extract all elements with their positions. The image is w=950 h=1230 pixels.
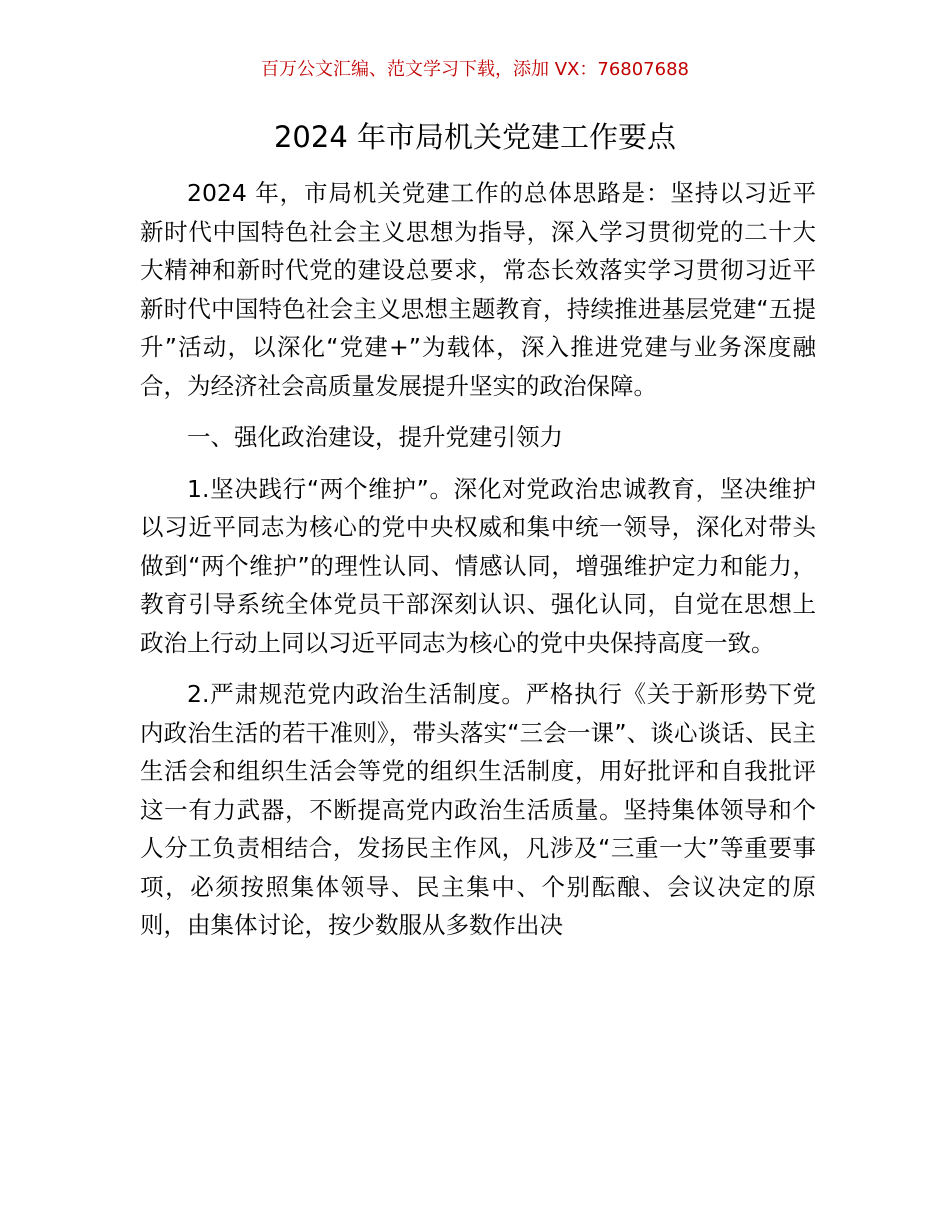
section-heading-1: 一、强化政治建设，提升党建引领力 — [187, 423, 563, 451]
item-paragraph-2: 2.严肃规范党内政治生活制度。严格执行《关于新形势下党内政治生活的若干准则》，带头落实“三会一课”、谈心谈话、民主生活会和组织生活会等党的组织生活制度，用好批评和自我批评这一有力武器，不断提高党内政治生活质量。坚持集体领导和个人分工负责相结合，发扬民主作风，凡涉及“三重一大”等重要事项，必须按照集体领导、民主集中、个别酝酿、会议决定的原则，由集体讨论，按少数服从多数作出决 — [140, 680, 816, 939]
intro-paragraph: 2024 年，市局机关党建工作的总体思路是：坚持以习近平新时代中国特色社会主义思想为指导，深入学习贯彻党的二十大大精神和新时代党的建设总要求，常态长效落实学习贯彻习近平新时代中国特色社会主义思想主题教育，持续推进基层党建“五提升”活动，以深化“党建+”为载体，深入推进党建与业务深度融合，为经济社会高质量发展提升坚实的政治保障。 — [140, 179, 816, 400]
document-title: 2024 年市局机关党建工作要点 — [273, 120, 677, 154]
item-paragraph-1: 1.坚决践行“两个维护”。深化对党政治忠诚教育，坚决维护以习近平同志为核心的党中央权威和集中统一领导，深化对带头做到“两个维护”的理性认同、情感认同，增强维护定力和能力，教育引导系统全体党员干部深刻认识、强化认同，自觉在思想上政治上行动上同以习近平同志为核心的党中央保持高度一致。 — [140, 474, 816, 657]
document-body — [140, 174, 816, 958]
watermark-notice: 百万公文汇编、范文学习下载，添加 VX：76807688 — [261, 59, 689, 80]
